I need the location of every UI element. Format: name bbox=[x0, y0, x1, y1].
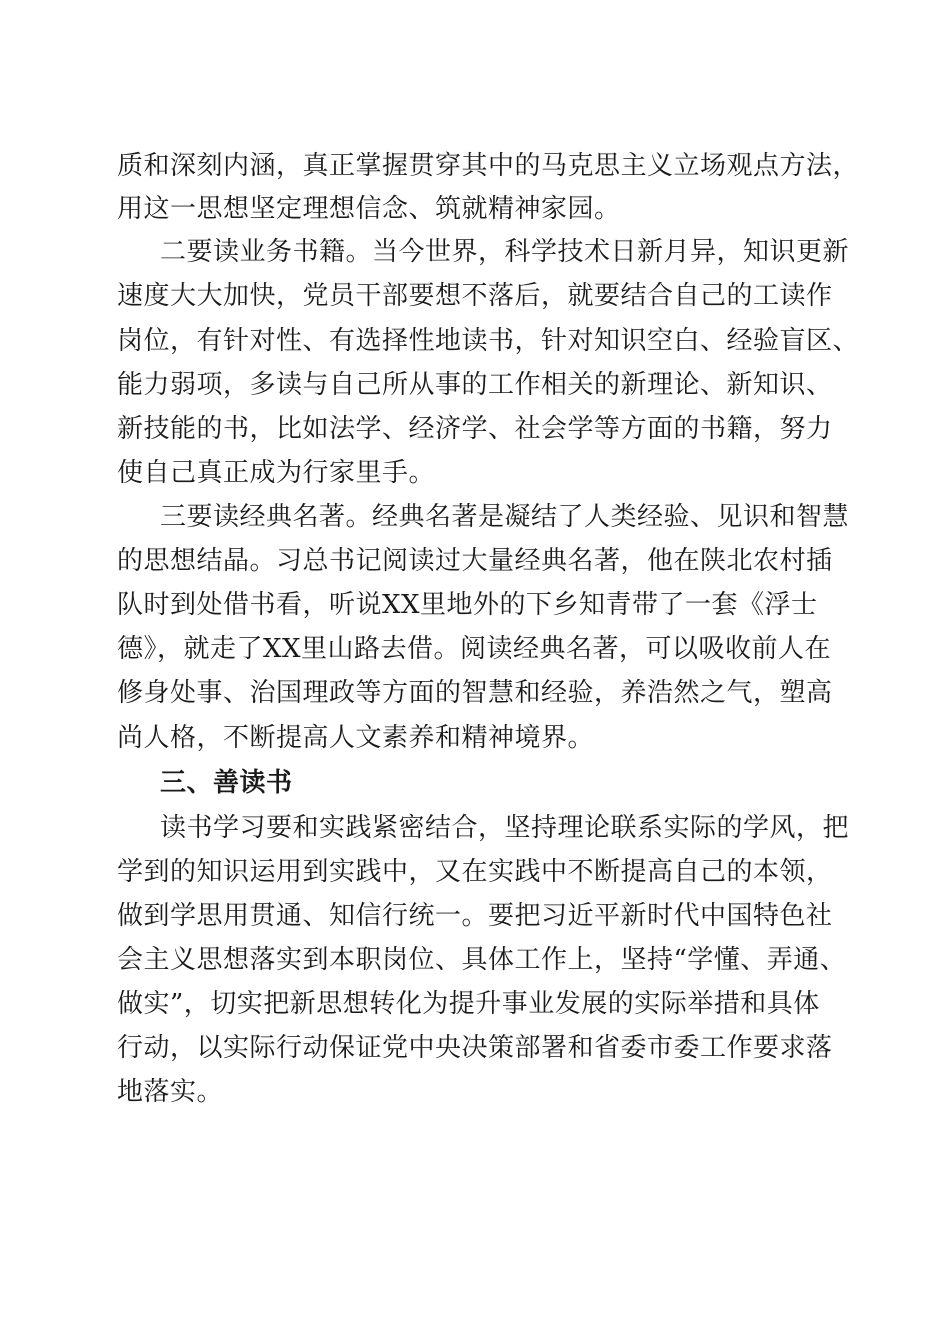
section-heading: 三、善读书 bbox=[160, 768, 293, 798]
text-line: 用这一思想坚定理想信念、筑就精神家园。 bbox=[117, 194, 621, 224]
paragraph-start-line: 三要读经典名著。经典名著是凝结了人类经验、见识和智慧 bbox=[160, 502, 850, 532]
text-line: 速度大大加快，党员干部要想不落后，就要结合自己的工读作 bbox=[117, 281, 833, 311]
text-line: 做实”，切实把新思想转化为提升事业发展的实际举措和具体 bbox=[117, 989, 820, 1019]
text-line: 行动，以实际行动保证党中央决策部署和省委市委工作要求落 bbox=[117, 1033, 833, 1063]
text-line: 修身处事、治国理政等方面的智慧和经验，养浩然之气，塑高 bbox=[117, 678, 833, 708]
text-line: 地落实。 bbox=[117, 1077, 224, 1107]
paragraph-start-line: 读书学习要和实践紧密结合，坚持理论联系实际的学风，把 bbox=[160, 813, 850, 843]
text-line: 学到的知识运用到实践中，又在实践中不断提高自己的本领， bbox=[117, 857, 833, 887]
text-line: 新技能的书，比如法学、经济学、社会学等方面的书籍，努力 bbox=[117, 414, 833, 444]
text-line: 的思想结晶。习总书记阅读过大量经典名著，他在陕北农村插 bbox=[117, 546, 833, 576]
text-line: 做到学思用贯通、知信行统一。要把习近平新时代中国特色社 bbox=[117, 901, 833, 931]
text-line: 质和深刻内涵，真正掌握贯穿其中的马克思主义立场观点方法， bbox=[117, 151, 860, 181]
text-line: 会主义思想落实到本职岗位、具体工作上，坚持“学懂、弄通、 bbox=[117, 945, 847, 975]
paragraph-start-line: 二要读业务书籍。当今世界，科学技术日新月异，知识更新 bbox=[160, 237, 850, 267]
text-line: 德》，就走了XX里山路去借。阅读经典名著，可以吸收前人在 bbox=[117, 634, 832, 664]
text-line: 能力弱项，多读与自己所从事的工作相关的新理论、新知识、 bbox=[117, 370, 833, 400]
text-line: 岗位，有针对性、有选择性地读书，针对知识空白、经验盲区、 bbox=[117, 326, 860, 356]
text-line: 队时到处借书看，听说XX里地外的下乡知青带了一套《浮士 bbox=[117, 590, 818, 620]
text-line: 使自己真正成为行家里手。 bbox=[117, 458, 436, 488]
text-line: 尚人格，不断提高人文素养和精神境界。 bbox=[117, 723, 595, 753]
